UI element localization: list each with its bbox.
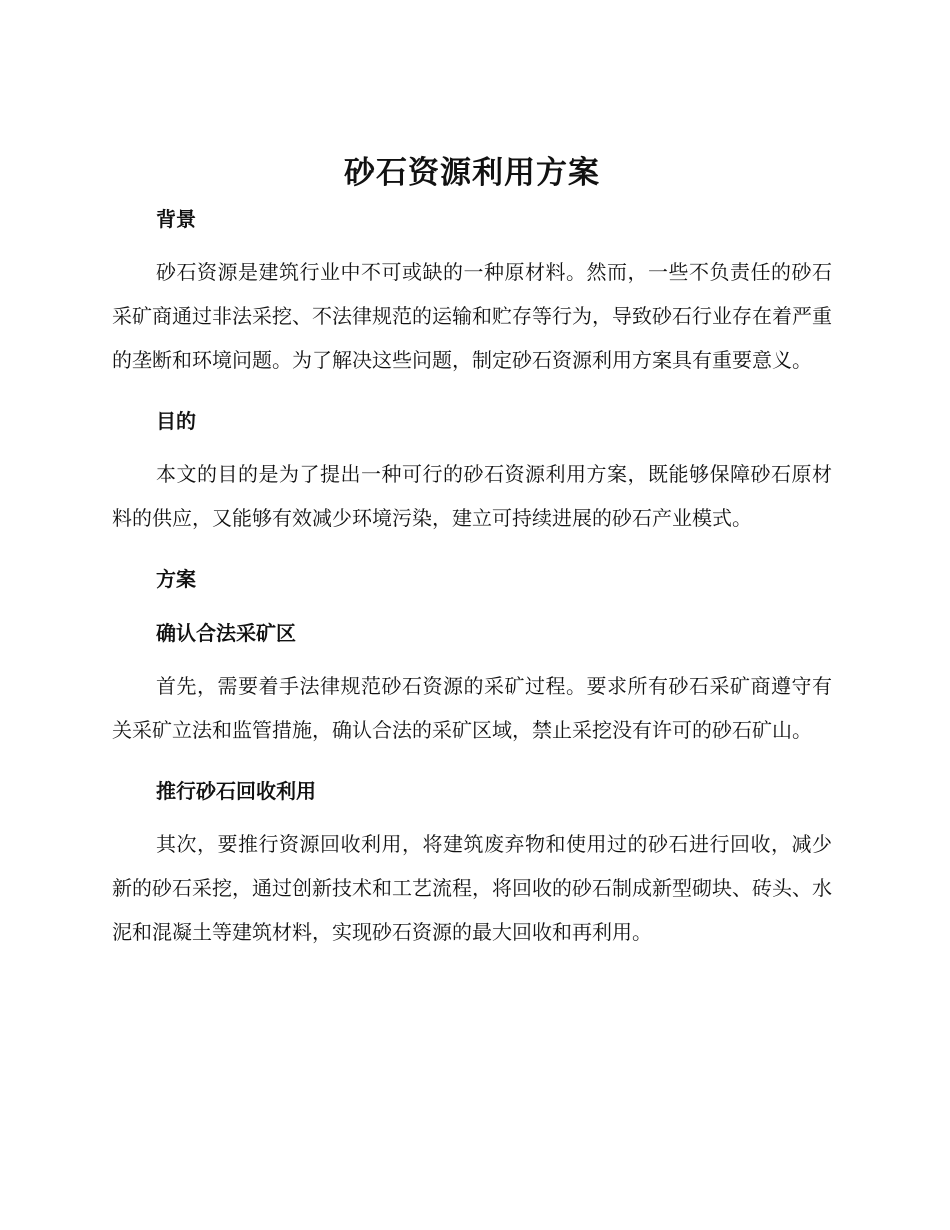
paragraph-purpose: 本文的目的是为了提出一种可行的砂石资源利用方案，既能够保障砂石原材料的供应，又能够有效减少环境污染，建立可持续进展的砂石产业模式。 xyxy=(112,462,832,530)
paragraph-recycling: 其次，要推行资源回收利用，将建筑废弃物和使用过的砂石进行回收，减少新的砂石采挖，通过创新技术和工艺流程，将回收的砂石制成新型砌块、砖头、水泥和混凝土等建筑材料，实现砂石资源的最大回收和再利用。 xyxy=(112,832,832,944)
document-title: 砂石资源利用方案 xyxy=(344,155,600,191)
paragraph-legal-mining: 首先，需要着手法律规范砂石资源的采矿过程。要求所有砂石采矿商遵守有关采矿立法和监管措施，确认合法的采矿区域，禁止采挖没有许可的砂石矿山。 xyxy=(112,674,832,742)
paragraph-background: 砂石资源是建筑行业中不可或缺的一种原材料。然而，一些不负责任的砂石采矿商通过非法采挖、不法律规范的运输和贮存等行为，导致砂石行业存在着严重的垄断和环境问题。为了解决这些问题，制定砂石资源利用方案具有重要意义。 xyxy=(112,260,832,372)
subsection-heading-recycling: 推行砂石回收利用 xyxy=(156,779,316,803)
subsection-heading-legal-mining: 确认合法采矿区 xyxy=(156,621,296,645)
section-heading-background: 背景 xyxy=(156,207,196,231)
section-heading-plan: 方案 xyxy=(156,567,196,591)
section-heading-purpose: 目的 xyxy=(156,409,196,433)
document-page xyxy=(112,150,832,954)
